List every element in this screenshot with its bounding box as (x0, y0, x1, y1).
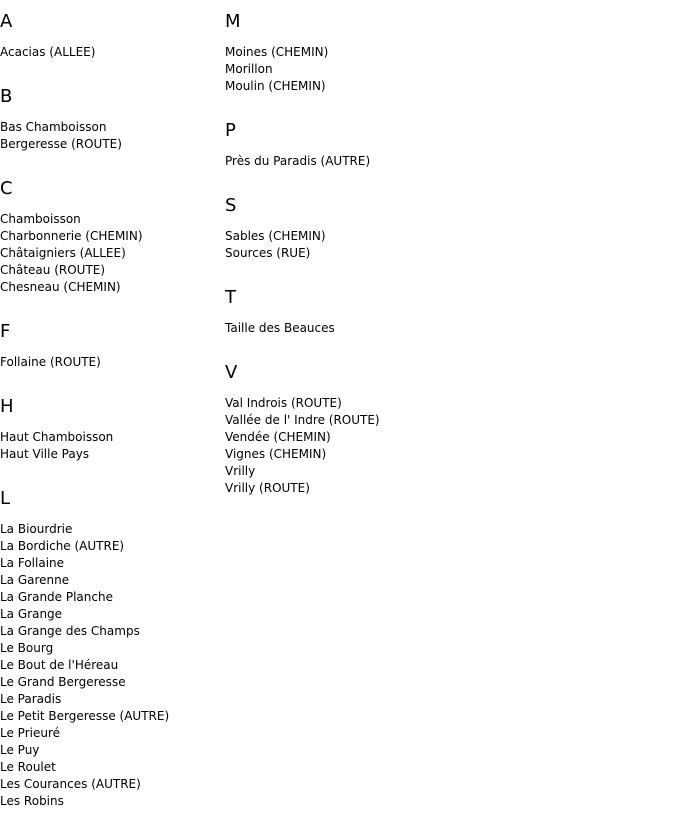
letter-group (0, 396, 220, 463)
street-item: Moines (CHEMIN) (225, 45, 329, 59)
letter-heading: A (0, 11, 13, 32)
letter-group (225, 11, 485, 95)
street-list (0, 354, 220, 371)
street-item: Le Bourg (0, 641, 54, 655)
street-item: Le Prieuré (0, 726, 61, 740)
street-item: Près du Paradis (AUTRE) (225, 154, 371, 168)
letter-heading: H (0, 396, 14, 417)
letter-heading: C (0, 178, 13, 199)
right-column (225, 11, 485, 522)
street-item: Acacias (ALLEE) (0, 45, 96, 59)
left-column (0, 11, 220, 835)
letter-group (0, 321, 220, 371)
letter-heading: T (225, 287, 236, 308)
street-item: Sources (RUE) (225, 246, 311, 260)
letter-group (0, 86, 220, 153)
street-item: Morillon (225, 62, 273, 76)
street-item: Vendée (CHEMIN) (225, 430, 331, 444)
letter-group (225, 120, 485, 170)
letter-heading: V (225, 362, 238, 383)
letter-heading: M (225, 11, 241, 32)
street-item: Follaine (ROUTE) (0, 355, 101, 369)
street-item: Vrilly (ROUTE) (225, 481, 310, 495)
street-list (0, 521, 220, 810)
street-item: La Bordiche (AUTRE) (0, 539, 125, 553)
letter-group (225, 362, 485, 497)
street-item: Le Roulet (0, 760, 56, 774)
street-item: Val Indrois (ROUTE) (225, 396, 342, 410)
street-item: Moulin (CHEMIN) (225, 79, 326, 93)
street-list (0, 119, 220, 153)
street-list (225, 320, 485, 337)
letter-group (225, 287, 485, 337)
letter-group (0, 488, 220, 810)
street-item: Haut Chamboisson (0, 430, 114, 444)
letter-group (0, 11, 220, 61)
street-list (0, 429, 220, 463)
street-item: Taille des Beauces (225, 321, 335, 335)
letter-heading: S (225, 195, 237, 216)
letter-heading: B (0, 86, 13, 107)
street-item: Les Courances (AUTRE) (0, 777, 141, 791)
street-item: La Grande Planche (0, 590, 113, 604)
letter-heading: P (225, 120, 236, 141)
letter-group (225, 195, 485, 262)
street-item: Châtaigniers (ALLEE) (0, 246, 126, 260)
street-item: Vrilly (225, 464, 256, 478)
letter-group (0, 178, 220, 296)
street-item: Les Robins (0, 794, 64, 808)
street-item: Chesneau (CHEMIN) (0, 280, 121, 294)
street-item: La Grange (0, 607, 63, 621)
street-list (0, 211, 220, 296)
street-list (225, 395, 485, 497)
street-item: Château (ROUTE) (0, 263, 106, 277)
letter-heading: F (0, 321, 11, 342)
letter-heading: L (0, 488, 11, 509)
street-list (0, 44, 220, 61)
street-item: Le Bout de l'Héreau (0, 658, 119, 672)
street-item: Bas Chamboisson (0, 120, 107, 134)
street-list (225, 153, 485, 170)
street-item: Vallée de l' Indre (ROUTE) (225, 413, 380, 427)
street-item: Le Paradis (0, 692, 62, 706)
street-item: La Grange des Champs (0, 624, 140, 638)
street-item: Le Petit Bergeresse (AUTRE) (0, 709, 170, 723)
street-item: Le Grand Bergeresse (0, 675, 126, 689)
street-item: Bergeresse (ROUTE) (0, 137, 122, 151)
street-item: Chamboisson (0, 212, 81, 226)
street-item: Vignes (CHEMIN) (225, 447, 327, 461)
street-item: La Biourdrie (0, 522, 73, 536)
street-item: Haut Ville Pays (0, 447, 90, 461)
street-item: Charbonnerie (CHEMIN) (0, 229, 143, 243)
street-list (225, 44, 485, 95)
street-item: La Follaine (0, 556, 65, 570)
street-list (225, 228, 485, 262)
street-item: Le Puy (0, 743, 40, 757)
street-item: Sables (CHEMIN) (225, 229, 326, 243)
street-item: La Garenne (0, 573, 70, 587)
